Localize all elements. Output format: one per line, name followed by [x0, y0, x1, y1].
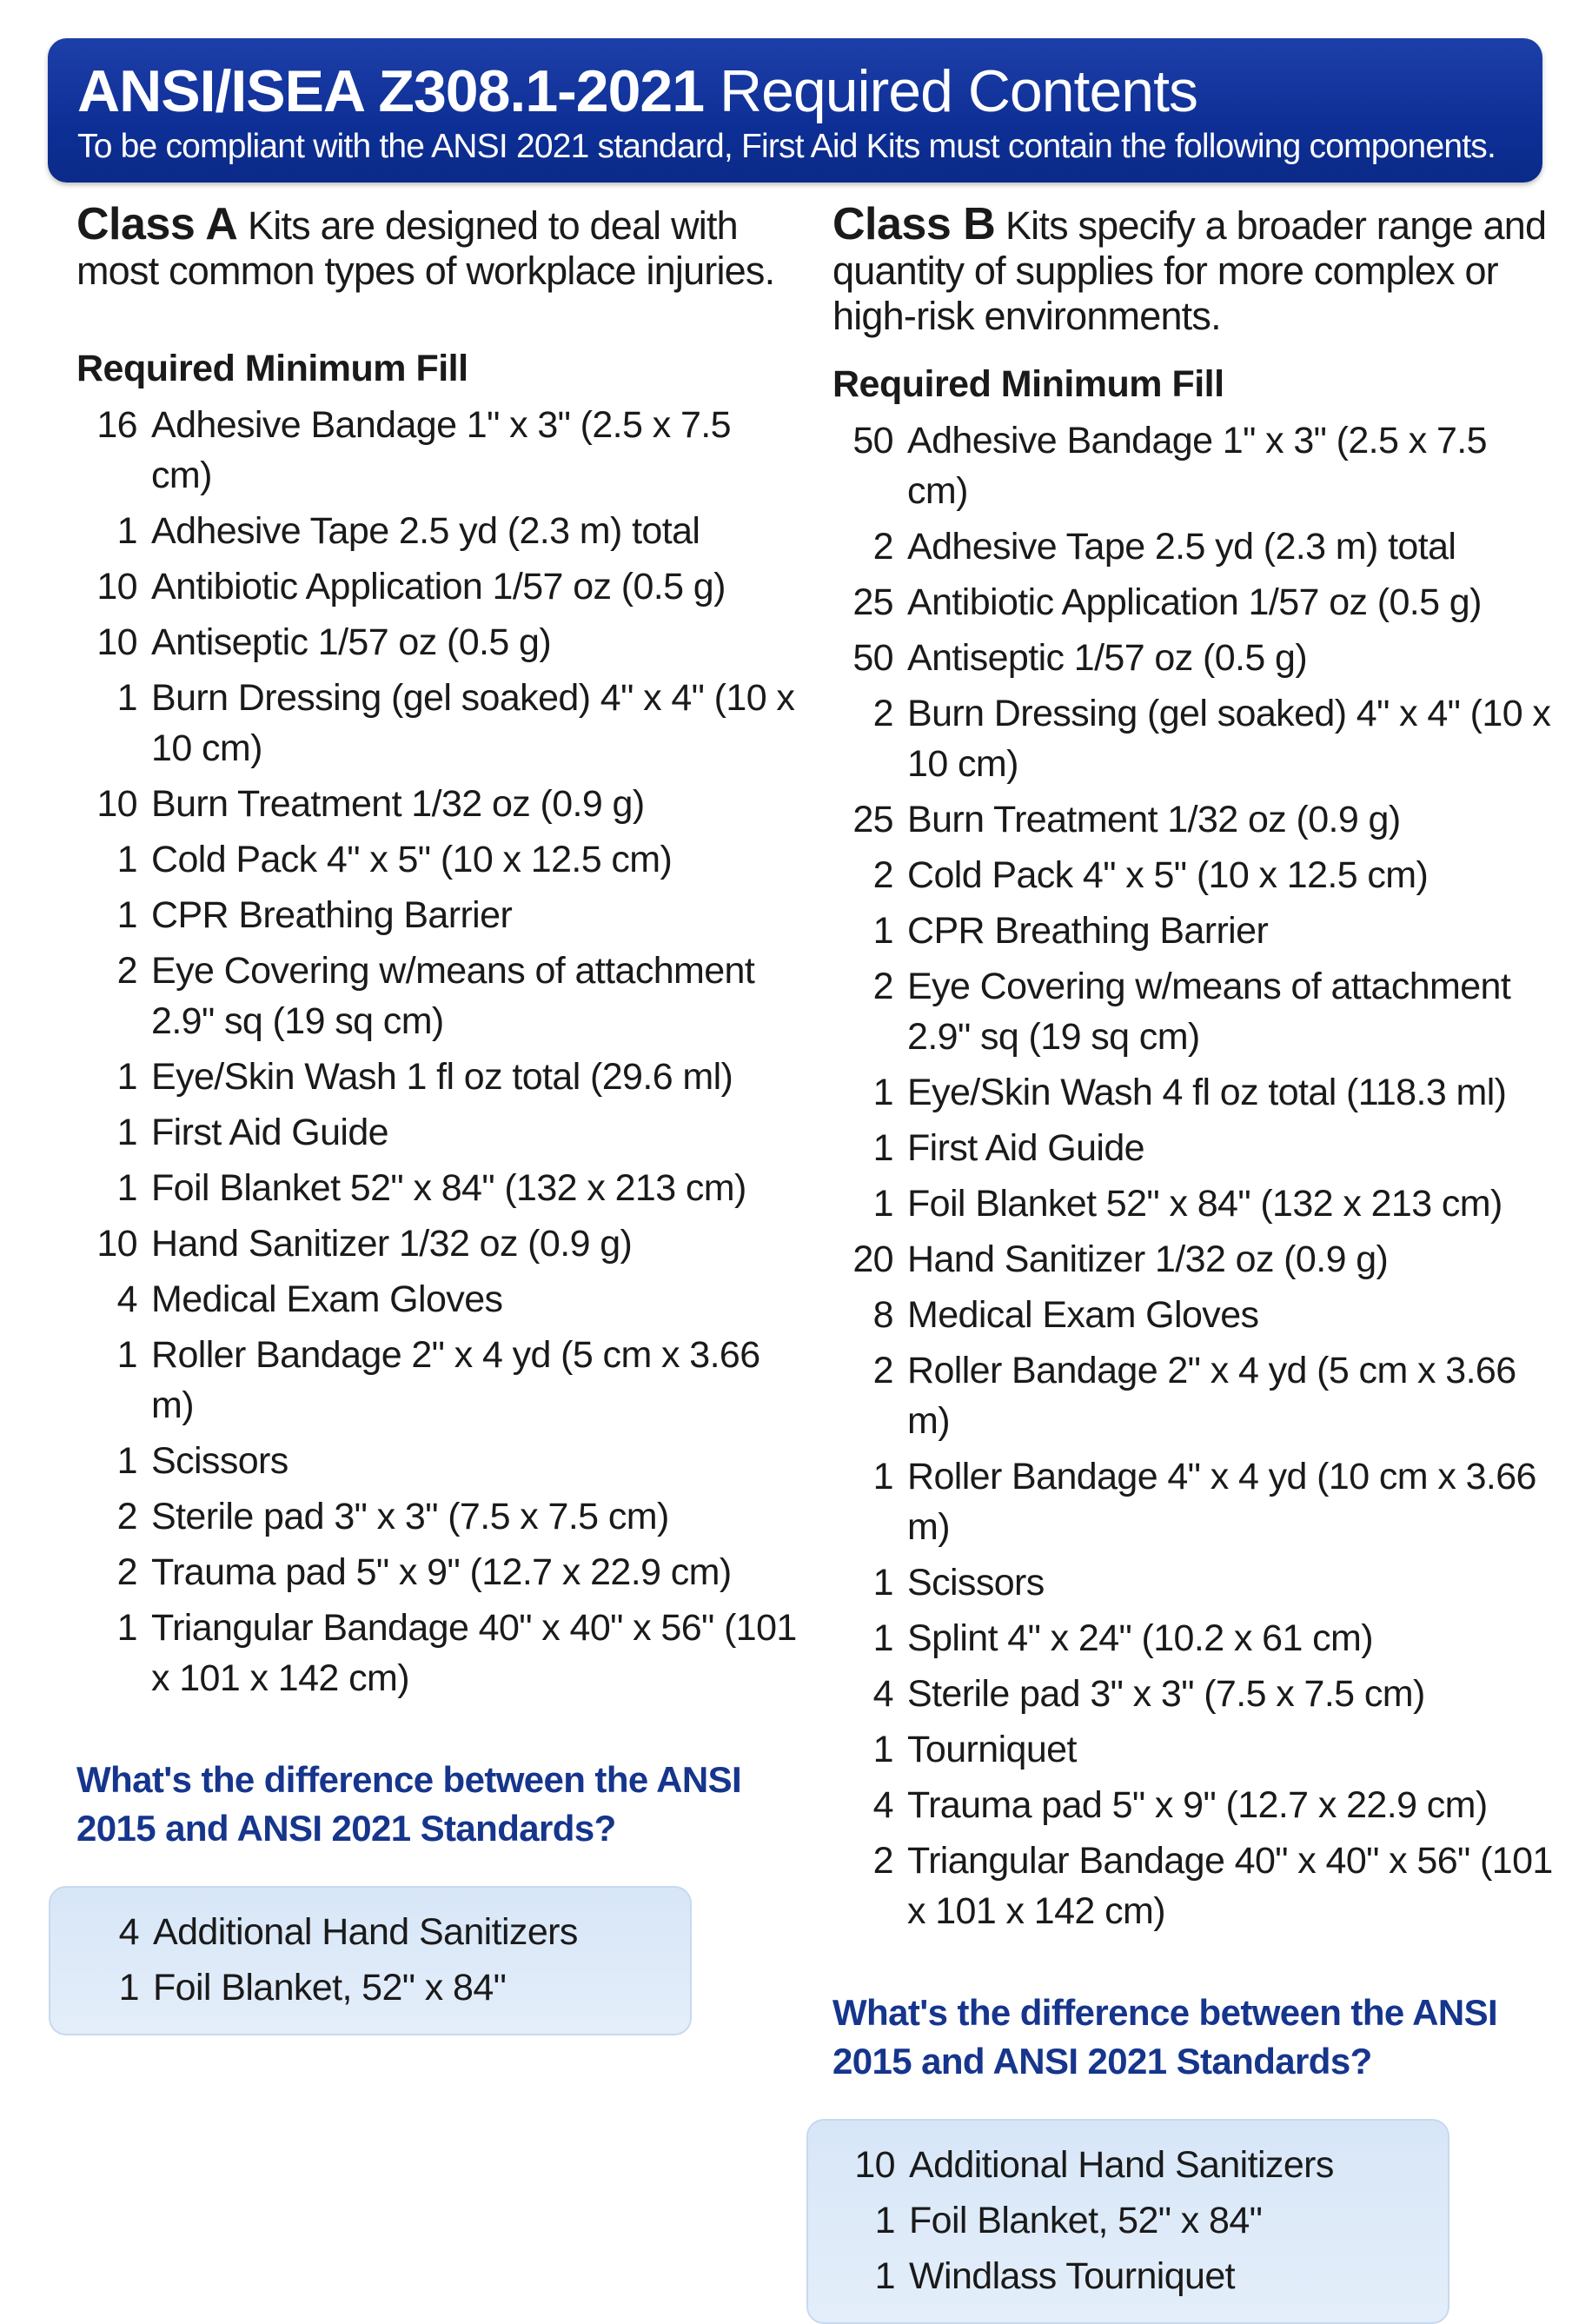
- item-quantity: 1: [116, 1167, 137, 1209]
- item-quantity: 10: [854, 2144, 895, 2186]
- list-item: [76, 779, 798, 829]
- item-quantity: 1: [118, 1967, 139, 2009]
- item-quantity: 1: [872, 1729, 893, 1770]
- item-description: Burn Treatment 1/32 oz (0.9 g): [151, 783, 645, 825]
- item-description: Windlass Tourniquet: [909, 2255, 1236, 2297]
- item-quantity: 2: [872, 966, 893, 1007]
- item-quantity: 10: [96, 1223, 137, 1265]
- list-item: [76, 617, 798, 667]
- item-quantity: 1: [116, 510, 137, 552]
- list-item: [76, 946, 798, 1046]
- item-description: Eye Covering w/means of attachment 2.9" sq (19 sq cm): [907, 966, 1511, 1058]
- list-item: [832, 1234, 1554, 1285]
- class-b-diff-heading: What's the difference between the ANSI 2015 and ANSI 2021 Standards?: [832, 1992, 1498, 2082]
- class-a-diff-heading: What's the difference between the ANSI 2015 and ANSI 2021 Standards?: [76, 1759, 742, 1849]
- item-quantity: 25: [852, 799, 893, 840]
- class-b-intro-text: Kits specify a broader range and quantity of supplies for more complex or high-risk environments.: [832, 203, 1547, 338]
- item-quantity: 1: [872, 1183, 893, 1225]
- item-quantity: 8: [872, 1294, 893, 1336]
- list-item: [834, 2251, 1448, 2301]
- list-item: [76, 1603, 798, 1703]
- page-title: [77, 56, 1513, 127]
- item-description: Scissors: [907, 1562, 1045, 1604]
- list-item: [76, 1107, 798, 1158]
- item-description: Sterile pad 3" x 3" (7.5 x 7.5 cm): [151, 1496, 669, 1537]
- list-item: [832, 1067, 1554, 1118]
- item-description: Burn Dressing (gel soaked) 4" x 4" (10 x 10 cm): [151, 677, 795, 769]
- header-banner: [48, 38, 1542, 183]
- item-description: Roller Bandage 4" x 4 yd (10 cm x 3.66 m): [907, 1456, 1536, 1548]
- page-subtitle: To be compliant with the ANSI 2021 standard, First Aid Kits must contain the following components.: [77, 128, 1496, 165]
- item-quantity: 50: [852, 420, 893, 461]
- item-quantity: 1: [116, 894, 137, 936]
- list-item: [76, 561, 798, 612]
- item-description: Roller Bandage 2" x 4 yd (5 cm x 3.66 m): [907, 1350, 1516, 1442]
- item-description: Trauma pad 5" x 9" (12.7 x 22.9 cm): [907, 1784, 1488, 1826]
- item-quantity: 1: [116, 1056, 137, 1098]
- item-quantity: 20: [852, 1238, 893, 1280]
- item-quantity: 1: [872, 910, 893, 952]
- item-quantity: 4: [118, 1911, 139, 1953]
- item-quantity: 1: [872, 1617, 893, 1659]
- class-b-label: Class B: [832, 199, 996, 249]
- item-quantity: 1: [116, 1334, 137, 1376]
- item-description: Foil Blanket 52" x 84" (132 x 213 cm): [151, 1167, 746, 1209]
- item-description: Foil Blanket 52" x 84" (132 x 213 cm): [907, 1183, 1502, 1225]
- item-description: Cold Pack 4" x 5" (10 x 12.5 cm): [151, 839, 673, 880]
- list-item: [834, 2195, 1448, 2246]
- class-a-column: [76, 199, 798, 2035]
- list-item: [832, 794, 1554, 845]
- list-item: [832, 1669, 1554, 1719]
- list-item: [76, 1330, 798, 1431]
- list-item: [76, 506, 798, 556]
- item-description: Burn Dressing (gel soaked) 4" x 4" (10 x 10 cm): [907, 693, 1551, 785]
- item-description: Tourniquet: [907, 1729, 1077, 1770]
- class-a-fill-heading: Required Minimum Fill: [76, 348, 468, 389]
- item-quantity: 1: [872, 1456, 893, 1497]
- class-a-items: [76, 400, 798, 1703]
- item-quantity: 50: [852, 637, 893, 679]
- item-quantity: 1: [872, 1127, 893, 1169]
- item-quantity: 2: [872, 854, 893, 896]
- item-description: Adhesive Tape 2.5 yd (2.3 m) total: [151, 510, 700, 552]
- class-a-intro-text: Kits are designed to deal with most common types of workplace injuries.: [76, 203, 775, 293]
- list-item: [76, 1547, 798, 1597]
- item-description: Burn Treatment 1/32 oz (0.9 g): [907, 799, 1401, 840]
- standard-name: ANSI/ISEA Z308.1-2021: [77, 58, 705, 124]
- item-description: Antiseptic 1/57 oz (0.5 g): [907, 637, 1308, 679]
- item-quantity: 16: [96, 404, 137, 446]
- class-a-label: Class A: [76, 199, 238, 249]
- item-description: Additional Hand Sanitizers: [909, 2144, 1334, 2186]
- list-item: [76, 890, 798, 940]
- item-quantity: 2: [116, 1551, 137, 1593]
- item-description: Antibiotic Application 1/57 oz (0.5 g): [907, 581, 1482, 623]
- item-quantity: 10: [96, 621, 137, 663]
- title-suffix: Required Contents: [719, 58, 1197, 124]
- item-description: Triangular Bandage 40" x 40" x 56" (101 x 101 x 142 cm): [907, 1840, 1553, 1932]
- item-description: Foil Blanket, 52" x 84": [909, 2200, 1263, 2241]
- list-item: [76, 834, 798, 885]
- class-b-diff-box: [806, 2119, 1449, 2324]
- list-item: [832, 1123, 1554, 1173]
- item-quantity: 1: [116, 1112, 137, 1153]
- class-a-diff-items: [78, 1907, 690, 2013]
- item-quantity: 10: [96, 566, 137, 608]
- item-description: Adhesive Bandage 1" x 3" (2.5 x 7.5 cm): [151, 404, 731, 496]
- item-quantity: 4: [116, 1278, 137, 1320]
- class-b-column: [832, 199, 1554, 2324]
- item-quantity: 4: [872, 1673, 893, 1715]
- list-item: [832, 906, 1554, 956]
- item-description: Trauma pad 5" x 9" (12.7 x 22.9 cm): [151, 1551, 732, 1593]
- item-description: Hand Sanitizer 1/32 oz (0.9 g): [907, 1238, 1389, 1280]
- list-item: [832, 415, 1554, 516]
- item-description: Hand Sanitizer 1/32 oz (0.9 g): [151, 1223, 633, 1265]
- item-description: Splint 4" x 24" (10.2 x 61 cm): [907, 1617, 1373, 1659]
- list-item: [76, 1436, 798, 1486]
- item-quantity: 2: [116, 950, 137, 992]
- item-description: Foil Blanket, 52" x 84": [153, 1967, 507, 2009]
- list-item: [76, 400, 798, 501]
- list-item: [832, 1557, 1554, 1608]
- item-description: Eye Covering w/means of attachment 2.9" sq (19 sq cm): [151, 950, 755, 1042]
- class-b-fill-heading: Required Minimum Fill: [832, 363, 1224, 405]
- item-quantity: 1: [116, 677, 137, 719]
- class-a-diff-box: [49, 1886, 692, 2035]
- class-b-items: [832, 415, 1554, 1936]
- list-item: [832, 1290, 1554, 1340]
- list-item: [832, 1780, 1554, 1830]
- item-description: Adhesive Bandage 1" x 3" (2.5 x 7.5 cm): [907, 420, 1487, 512]
- item-description: CPR Breathing Barrier: [907, 910, 1269, 952]
- item-quantity: 1: [116, 1440, 137, 1482]
- item-description: Additional Hand Sanitizers: [153, 1911, 578, 1953]
- item-description: Eye/Skin Wash 4 fl oz total (118.3 ml): [907, 1072, 1507, 1113]
- list-item: [832, 1724, 1554, 1775]
- item-description: Eye/Skin Wash 1 fl oz total (29.6 ml): [151, 1056, 733, 1098]
- list-item: [76, 1163, 798, 1213]
- item-description: Adhesive Tape 2.5 yd (2.3 m) total: [907, 526, 1456, 568]
- item-quantity: 2: [872, 526, 893, 568]
- item-quantity: 2: [872, 693, 893, 734]
- class-b-intro: [832, 199, 1554, 348]
- list-item: [76, 1052, 798, 1102]
- item-description: Triangular Bandage 40" x 40" x 56" (101 x 101 x 142 cm): [151, 1607, 797, 1699]
- item-quantity: 1: [116, 839, 137, 880]
- list-item: [832, 1179, 1554, 1229]
- list-item: [832, 1613, 1554, 1663]
- list-item: [832, 577, 1554, 627]
- item-quantity: 1: [116, 1607, 137, 1649]
- list-item: [832, 1345, 1554, 1446]
- item-description: Roller Bandage 2" x 4 yd (5 cm x 3.66 m): [151, 1334, 760, 1426]
- item-description: CPR Breathing Barrier: [151, 894, 513, 936]
- list-item: [832, 688, 1554, 789]
- item-description: First Aid Guide: [907, 1127, 1144, 1169]
- class-a-intro: [76, 199, 798, 332]
- list-item: [76, 673, 798, 774]
- list-item: [76, 1274, 798, 1325]
- list-item: [832, 1836, 1554, 1936]
- list-item: [832, 521, 1554, 572]
- item-quantity: 1: [874, 2255, 895, 2297]
- list-item: [78, 1907, 690, 1957]
- item-quantity: 1: [874, 2200, 895, 2241]
- list-item: [832, 633, 1554, 683]
- item-description: Antiseptic 1/57 oz (0.5 g): [151, 621, 552, 663]
- item-description: Scissors: [151, 1440, 289, 1482]
- list-item: [78, 1962, 690, 2013]
- item-quantity: 2: [872, 1350, 893, 1391]
- item-description: Medical Exam Gloves: [907, 1294, 1259, 1336]
- list-item: [834, 2140, 1448, 2190]
- item-description: First Aid Guide: [151, 1112, 388, 1153]
- item-quantity: 10: [96, 783, 137, 825]
- item-quantity: 1: [872, 1562, 893, 1604]
- list-item: [832, 961, 1554, 1062]
- item-description: Sterile pad 3" x 3" (7.5 x 7.5 cm): [907, 1673, 1425, 1715]
- item-quantity: 4: [872, 1784, 893, 1826]
- class-b-diff-items: [834, 2140, 1448, 2301]
- item-quantity: 2: [116, 1496, 137, 1537]
- list-item: [832, 850, 1554, 900]
- item-quantity: 2: [872, 1840, 893, 1882]
- item-description: Medical Exam Gloves: [151, 1278, 503, 1320]
- item-description: Cold Pack 4" x 5" (10 x 12.5 cm): [907, 854, 1429, 896]
- item-quantity: 25: [852, 581, 893, 623]
- list-item: [76, 1218, 798, 1269]
- item-quantity: 1: [872, 1072, 893, 1113]
- list-item: [76, 1491, 798, 1542]
- list-item: [832, 1451, 1554, 1552]
- item-description: Antibiotic Application 1/57 oz (0.5 g): [151, 566, 726, 608]
